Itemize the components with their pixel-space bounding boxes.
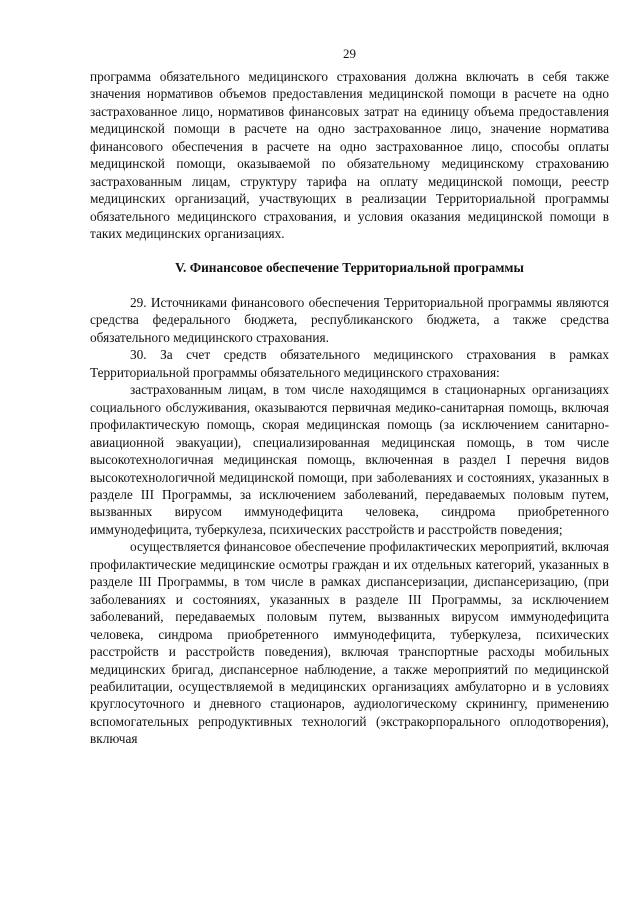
page-number: 29 <box>343 46 356 61</box>
paragraph-insured-persons: застрахованным лицам, в том числе находящимся в стационарных организациях социального обслуживания, оказываются первичная медико-санитарная помощь, включая профилактическую помощь, скорая медицинская помощь (за исключением санитарно-авиационной эвакуации), специализированная медицинская помощь, в том числе высокотехнологичная медицинская помощь, включенная в раздел I перечня видов высокотехнологичной медицинской помощи, при заболеваниях и состояниях, указанных в разделе III Программы, за исключением заболеваний, передаваемых половым путем, вызванных вирусом иммунодефицита человека, синдрома приобретенного иммунодефицита, туберкулеза, психических расстройств и расстройств поведения; <box>90 382 609 537</box>
document-page <box>90 46 609 748</box>
section-heading: V. Финансовое обеспечение Территориальной программы <box>175 259 524 275</box>
paragraph-29: 29. Источниками финансового обеспечения Территориальной программы являются средства федерального бюджета, республиканского бюджета, а также средства обязательного медицинского страхования. <box>90 294 609 345</box>
paragraph-financial-support: осуществляется финансовое обеспечение профилактических мероприятий, включая профилактические медицинские осмотры граждан и их отдельных категорий, указанных в разделе III Программы, в том числе в рамках диспансеризации, диспансеризацию, (при заболеваниях и состояниях, указанных в разделе III Программы, за исключением заболеваний, передаваемых половым путем, вызванных вирусом иммунодефицита человека, синдрома приобретенного иммунодефицита, туберкулеза, психических расстройств и расстройств поведения), включая транспортные расходы мобильных медицинских бригад, диспансерное наблюдение, а также мероприятий по медицинской реабилитации, осуществляемой в медицинских организациях амбулаторно и в условиях круглосуточного и дневного стационаров, аудиологическому скринингу, применению вспомогательных репродуктивных технологий (экстракорпорального оплодотворения), включая <box>90 539 609 747</box>
paragraph-program-contents: программа обязательного медицинского страхования должна включать в себя также значения нормативов объемов предоставления медицинской помощи в расчете на одно застрахованное лицо, нормативов финансовых затрат на единицу объема предоставления медицинской помощи в расчете на одно застрахованное лицо, значение норматива финансового обеспечения в расчете на одно застрахованное лицо, способы оплаты медицинской помощи, оказываемой по обязательному медицинскому страхованию застрахованным лицам, структуру тарифа на оплату медицинской помощи, реестр медицинских организаций, участвующих в реализации Территориальной программы обязательного медицинского страхования, и условия оказания медицинской помощи в таких медицинских организациях. <box>90 69 609 242</box>
paragraph-30: 30. За счет средств обязательного медицинского страхования в рамках Территориальной программы обязательного медицинского страхования: <box>90 347 609 380</box>
